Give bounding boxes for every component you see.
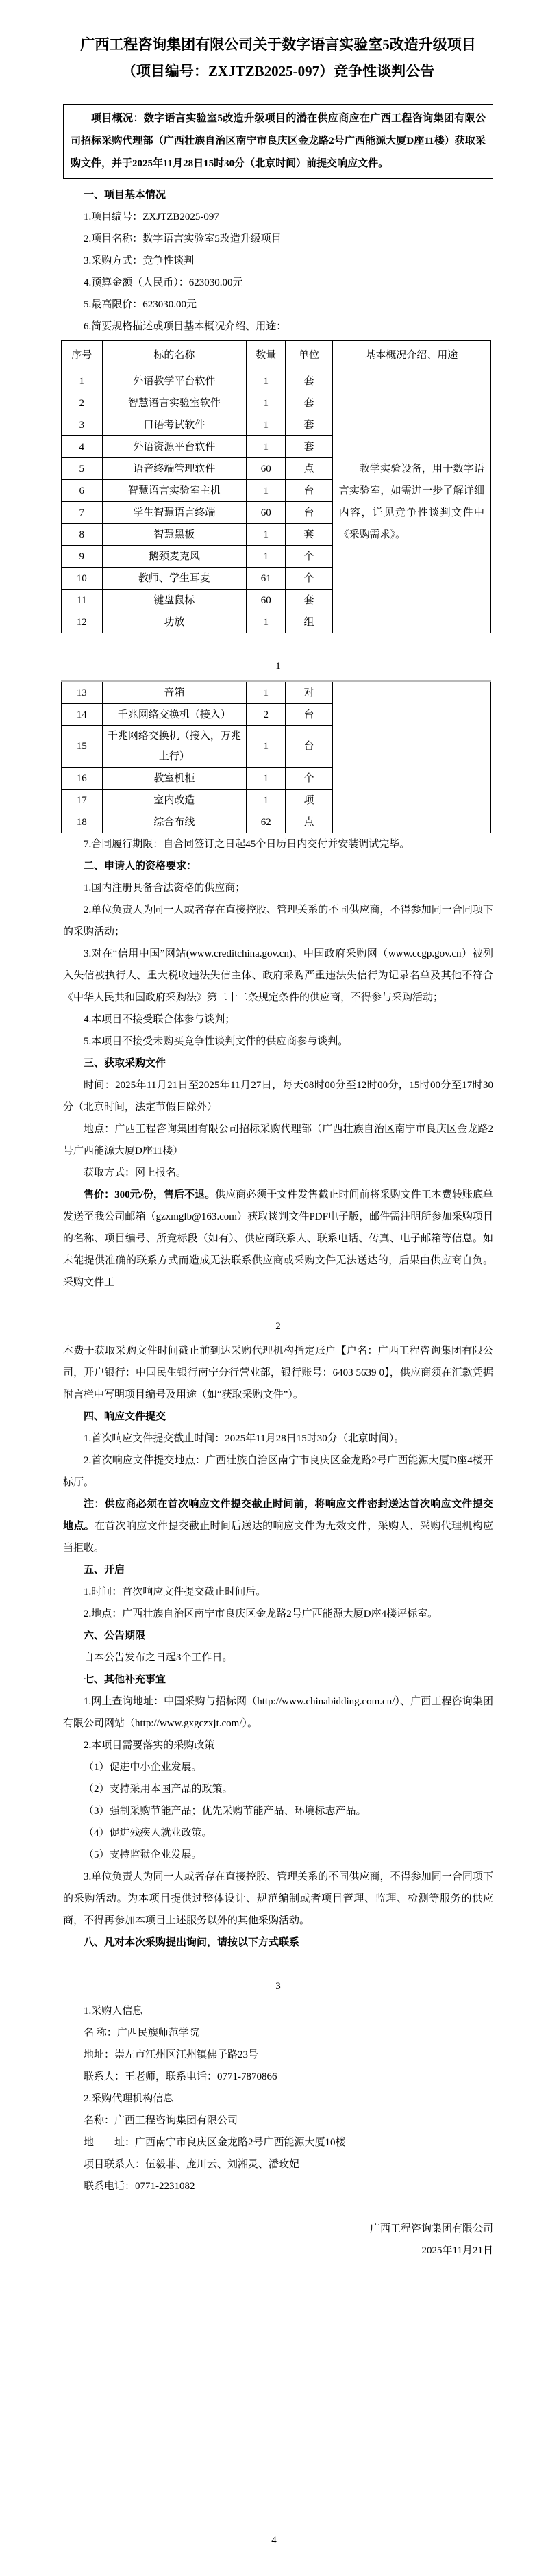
page-number: 1: [275, 661, 281, 672]
table-cell: 2: [62, 392, 103, 414]
paragraph-text: 7.合同履行期限：自合同签订之日起45个日历日内交付并安装调试完毕。: [84, 839, 410, 850]
paragraph-text: 本费于获取采购文件时间截止前到达采购代理机构指定账户【户名：广西工程咨询集团有限公司，开户银行：中国民生银行南宁分行营业部，银行账号：6403 5639 0】，供应商须在汇款凭据附言栏中写明项目编号及用途（如“获取采购文件”）。: [63, 1346, 493, 1400]
paragraph: [63, 206, 493, 228]
paragraph-text: 四、响应文件提交: [84, 1411, 166, 1422]
paragraph: [63, 1800, 493, 1822]
paragraph-text: 七、其他补充事宜: [84, 1674, 166, 1685]
section-basic-info: [63, 184, 493, 338]
table-cell: 60: [247, 458, 286, 480]
paragraph-text: 2.采购代理机构信息: [84, 2093, 174, 2104]
table-cell: 14: [62, 704, 103, 726]
paragraph-text: 自本公告发布之日起3个工作日。: [84, 1652, 233, 1663]
paragraph: [63, 2022, 493, 2044]
paragraph: [63, 2175, 493, 2197]
paragraph: [63, 2240, 493, 2262]
paragraph-text: 时间：2025年11月21日至2025年11月27日，每天08时00分至12时00分，15时00分至17时30分（北京时间，法定节假日除外）: [63, 1080, 493, 1113]
paragraph: [63, 1647, 493, 1669]
paragraph: [63, 877, 493, 899]
paragraph-text: （1）促进中小企业发展。: [84, 1762, 202, 1773]
table-cell: 11: [62, 590, 103, 611]
paragraph: [63, 316, 493, 338]
table-cell: 对: [286, 681, 332, 704]
table-cell: 4: [62, 436, 103, 458]
paragraph-text: 3.单位负责人为同一人或者存在直接控股、管理关系的不同供应商，不得参加同一合同项下的采购活动。为本项目提供过整体设计、规范编制或者项目管理、监理、检测等服务的供应商，不得再参加本项目上述服务以外的其他采购活动。: [63, 1871, 493, 1926]
paragraph-text: 4.预算金额（人民币）：623030.00元: [84, 277, 243, 288]
section-qualifications-and-documents: [63, 833, 493, 1293]
table-cell: 个: [286, 568, 332, 590]
table-cell: 1: [247, 436, 286, 458]
paragraph: [63, 2088, 493, 2110]
table-cell: 个: [286, 768, 332, 790]
paragraph: [63, 1118, 493, 1162]
table-cell: 60: [247, 502, 286, 524]
section-submission-and-policies: [63, 1340, 493, 1954]
paragraph: [63, 2154, 493, 2175]
page-title: [63, 31, 493, 85]
paragraph-text: 5.本项目不接受未购买竞争性谈判文件的供应商参与谈判。: [84, 1036, 349, 1047]
table-cell: 鹅颈麦克风: [102, 546, 247, 568]
section-heading: [63, 1052, 493, 1074]
paragraph-text: 六、公告期限: [84, 1630, 146, 1641]
table-cell: 62: [247, 811, 286, 833]
paragraph: [63, 250, 493, 272]
paragraph-text: 在首次响应文件提交截止时间后送达的响应文件为无效文件，采购人、采购代理机构应当拒收。: [63, 1521, 493, 1554]
paragraph-text: 供应商必须于文件发售截止时间前将采购文件工本费转账底单发送至我公司邮箱（gzxmglb@163.com）获取谈判文件PDF电子版，邮件需注明所参加采购项目的名称、项目编号、所竞标段（如有）、供应商联系人、联系电话、传真、电子邮箱等信息。如未能提供准确的联系方式而造成无法联系供应商或采购文件无法送达的，后果由供应商自负。采购文件工: [63, 1189, 493, 1288]
table-cell: 1: [247, 524, 286, 546]
paragraph-text: （5）支持监狱企业发展。: [84, 1849, 202, 1860]
paragraph-text: 联系人：王老师，联系电话：0771-7870866: [84, 2071, 277, 2082]
section-heading: [63, 1669, 493, 1691]
table-cell: 1: [247, 726, 286, 768]
paragraph: [63, 2132, 493, 2154]
page-number: 4: [271, 2535, 277, 2546]
table-cell: 1: [247, 414, 286, 436]
paragraph-text: 3.对在“信用中国”网站(www.creditchina.gov.cn)、中国政府采购网（www.ccgp.gov.cn）被列入失信被执行人、重大税收违法失信主体、政府采购严重违法失信行为记录名单及其他不符合《中华人民共和国政府采购法》第二十二条规定条件的供应商，不得参与采购活动；: [63, 948, 493, 1003]
table-cell: 5: [62, 458, 103, 480]
paragraph: [63, 1866, 493, 1932]
paragraph-text: 名 称：广西民族师范学院: [84, 2028, 199, 2038]
paragraph-text: 1.网上查询地址：中国采购与招标网（http://www.chinabidding.com.cn/）、广西工程咨询集团有限公司网站（http://www.gxgczxjt.com/）。: [63, 1696, 493, 1729]
page-number: 2: [275, 1321, 281, 1332]
paragraph: [63, 1428, 493, 1450]
table-cell: 点: [286, 458, 332, 480]
table-cell: 16: [62, 768, 103, 790]
paragraph-text: 3.采购方式：竞争性谈判: [84, 255, 195, 266]
table-cell: 台: [286, 480, 332, 502]
table-cell: 智慧黑板: [102, 524, 247, 546]
table-cell: 1: [247, 790, 286, 811]
paragraph-text: 2025年11月21日: [421, 2245, 493, 2256]
description-merged-cell: 教学实验设备，用于数字语言实验室，如需进一步了解详细内容，详见竞争性谈判文件中《采购需求》。: [332, 370, 490, 633]
paragraph: [63, 1031, 493, 1052]
table-cell: 套: [286, 590, 332, 611]
table-cell: 智慧语言实验室主机: [102, 480, 247, 502]
table-cell: 音箱: [102, 681, 247, 704]
goods-table-page2: [61, 680, 491, 833]
paragraph-text: （3）强制采购节能产品；优先采购节能产品、环境标志产品。: [84, 1806, 366, 1817]
paragraph-text: （4）促进残疾人就业政策。: [84, 1828, 212, 1839]
table-cell: 千兆网络交换机（接入，万兆上行）: [102, 726, 247, 768]
col-header-description: 基本概况介绍、用途: [332, 341, 490, 370]
table-cell: 15: [62, 726, 103, 768]
paragraph-text: 名称：广西工程咨询集团有限公司: [84, 2115, 238, 2126]
table-cell: 组: [286, 611, 332, 633]
description-merged-cell: [332, 681, 490, 833]
table-cell: 1: [247, 370, 286, 392]
paragraph-bold-lead: 售价：300元/份，售后不退。: [84, 1189, 216, 1200]
paragraph: [63, 1581, 493, 1603]
paragraph-text: 地 址：广西南宁市良庆区金龙路2号广西能源大厦10楼: [84, 2137, 346, 2148]
paragraph-text: 五、开启: [84, 1565, 125, 1576]
paragraph-text: 1.时间：首次响应文件提交截止时间后。: [84, 1587, 266, 1598]
table-cell: 12: [62, 611, 103, 633]
paragraph: [63, 2044, 493, 2066]
table-cell: 8: [62, 524, 103, 546]
project-overview-text: 项目概况：数字语言实验室5改造升级项目的潜在供应商应在广西工程咨询集团有限公司招标采购代理部（广西壮族自治区南宁市良庆区金龙路2号广西能源大厦D座11楼）获取采购文件，并于2025年11月28日15时30分（北京时间）前提交响应文件。: [71, 113, 486, 169]
table-cell: 智慧语言实验室软件: [102, 392, 247, 414]
paragraph-text: 项目联系人：伍毅菲、庞川云、刘湘灵、潘玫妃: [84, 2159, 300, 2170]
table-cell: 外语资源平台软件: [102, 436, 247, 458]
table-cell: 套: [286, 436, 332, 458]
paragraph-text: （2）支持采用本国产品的政策。: [84, 1784, 233, 1795]
paragraph-text: 5.最高限价：623030.00元: [84, 299, 197, 310]
table-cell: 台: [286, 704, 332, 726]
paragraph: [63, 2218, 493, 2240]
paragraph-text: 4.本项目不接受联合体参与谈判；: [84, 1014, 236, 1025]
table-cell: 个: [286, 546, 332, 568]
table-cell: 1: [247, 392, 286, 414]
table-cell: 综合布线: [102, 811, 247, 833]
paragraph-text: 1.国内注册具备合法资格的供应商；: [84, 883, 246, 894]
paragraph: [63, 1734, 493, 1756]
paragraph: [63, 294, 493, 316]
paragraph-text: 1.首次响应文件提交截止时间：2025年11月28日15时30分（北京时间）。: [84, 1433, 405, 1444]
table-cell: 套: [286, 370, 332, 392]
table-cell: 外语教学平台软件: [102, 370, 247, 392]
table-cell: 2: [247, 704, 286, 726]
col-header-quantity: 数量: [247, 341, 286, 370]
paragraph-text: 2.单位负责人为同一人或者存在直接控股、管理关系的不同供应商，不得参加同一合同项下的采购活动；: [63, 905, 493, 937]
table-cell: 学生智慧语言终端: [102, 502, 247, 524]
paragraph-text: 广西工程咨询集团有限公司: [369, 2223, 493, 2234]
paragraph: [63, 1340, 493, 1406]
paragraph-text: 一、项目基本情况: [84, 190, 166, 201]
paragraph-text: 2.首次响应文件提交地点：广西壮族自治区南宁市良庆区金龙路2号广西能源大厦D座4楼开标厅。: [63, 1455, 493, 1488]
paragraph: [63, 1493, 493, 1559]
table-cell: 口语考试软件: [102, 414, 247, 436]
table-cell: 项: [286, 790, 332, 811]
page-number: 3: [275, 1981, 281, 1992]
paragraph: [63, 1009, 493, 1031]
section-heading: [63, 1559, 493, 1581]
paragraph-text: 八、凡对本次采购提出询问，请按以下方式联系: [84, 1937, 300, 1948]
section-heading: [63, 1932, 493, 1954]
table-cell: 6: [62, 480, 103, 502]
table-cell: 语音终端管理软件: [102, 458, 247, 480]
table-cell: 教室机柜: [102, 768, 247, 790]
table-cell: 17: [62, 790, 103, 811]
section-heading: [63, 184, 493, 206]
paragraph-text: 1.项目编号：ZXJTZB2025-097: [84, 212, 219, 223]
table-cell: 13: [62, 681, 103, 704]
table-cell: 18: [62, 811, 103, 833]
section-heading: [63, 855, 493, 877]
paragraph-text: 二、申请人的资格要求：: [84, 861, 197, 872]
goods-table-page1: [61, 340, 491, 633]
table-cell: 套: [286, 392, 332, 414]
paragraph: [63, 899, 493, 943]
table-cell: 室内改造: [102, 790, 247, 811]
table-row: [62, 681, 491, 704]
paragraph: [63, 1450, 493, 1493]
section-heading: [63, 1625, 493, 1647]
table-cell: 61: [247, 568, 286, 590]
table-cell: 套: [286, 414, 332, 436]
paragraph: [63, 1778, 493, 1800]
paragraph: [63, 833, 493, 855]
table-cell: 点: [286, 811, 332, 833]
project-overview-box: [63, 104, 493, 179]
goods-table-header-row: [62, 341, 491, 370]
paragraph-text: 地址：崇左市江州区江州镇佛子路23号: [84, 2049, 259, 2060]
table-cell: 1: [247, 611, 286, 633]
table-cell: 1: [247, 681, 286, 704]
paragraph-text: 获取方式：网上报名。: [84, 1167, 187, 1178]
col-header-unit: 单位: [286, 341, 332, 370]
table-cell: 教师、学生耳麦: [102, 568, 247, 590]
table-cell: 套: [286, 524, 332, 546]
table-cell: 千兆网络交换机（接入）: [102, 704, 247, 726]
section-contacts-and-signature: [63, 2000, 493, 2262]
paragraph: [63, 272, 493, 294]
col-header-item-name: 标的名称: [102, 341, 247, 370]
paragraph-bold-lead: 注：供应商必须在首次响应文件提交截止时间前，将响应文件密封送达首次响应文件提交地点。: [63, 1499, 493, 1532]
table-cell: 60: [247, 590, 286, 611]
paragraph-text: 2.地点：广西壮族自治区南宁市良庆区金龙路2号广西能源大厦D座4楼评标室。: [84, 1608, 438, 1619]
page-title-line1: 广西工程咨询集团有限公司关于数字语言实验室5改造升级项目: [80, 36, 476, 53]
paragraph: [63, 1603, 493, 1625]
table-cell: 台: [286, 726, 332, 768]
page-title-line2: （项目编号：ZXJTZB2025-097）竞争性谈判公告: [121, 63, 435, 79]
paragraph-text: 1.采购人信息: [84, 2006, 143, 2017]
paragraph-text: 2.本项目需要落实的采购政策: [84, 1740, 215, 1751]
paragraph: [63, 1822, 493, 1844]
table-cell: 3: [62, 414, 103, 436]
paragraph-text: 联系电话：0771-2231082: [84, 2181, 195, 2192]
section-heading: [63, 1406, 493, 1428]
col-header-index: 序号: [62, 341, 103, 370]
table-cell: 1: [62, 370, 103, 392]
paragraph-text: 2.项目名称：数字语言实验室5改造升级项目: [84, 233, 282, 244]
paragraph: [63, 228, 493, 250]
table-cell: 台: [286, 502, 332, 524]
paragraph: [63, 1844, 493, 1866]
paragraph-text: 6.简要规格描述或项目基本概况介绍、用途：: [84, 321, 287, 332]
table-cell: 功放: [102, 611, 247, 633]
table-cell: 10: [62, 568, 103, 590]
paragraph-text: 地点：广西工程咨询集团有限公司招标采购代理部（广西壮族自治区南宁市良庆区金龙路2号广西能源大厦D座11楼）: [63, 1124, 493, 1157]
table-cell: 1: [247, 480, 286, 502]
paragraph: [63, 1162, 493, 1184]
paragraph: [63, 2066, 493, 2088]
paragraph: [63, 2000, 493, 2022]
table-cell: 7: [62, 502, 103, 524]
table-cell: 1: [247, 768, 286, 790]
paragraph: [63, 2110, 493, 2132]
paragraph-text: 三、获取采购文件: [84, 1058, 166, 1069]
paragraph: [63, 1184, 493, 1293]
paragraph: [63, 943, 493, 1009]
paragraph: [63, 1691, 493, 1734]
table-cell: 键盘鼠标: [102, 590, 247, 611]
paragraph: [63, 1756, 493, 1778]
table-row: [62, 370, 491, 392]
table-cell: 9: [62, 546, 103, 568]
table-cell: 1: [247, 546, 286, 568]
paragraph: [63, 1074, 493, 1118]
